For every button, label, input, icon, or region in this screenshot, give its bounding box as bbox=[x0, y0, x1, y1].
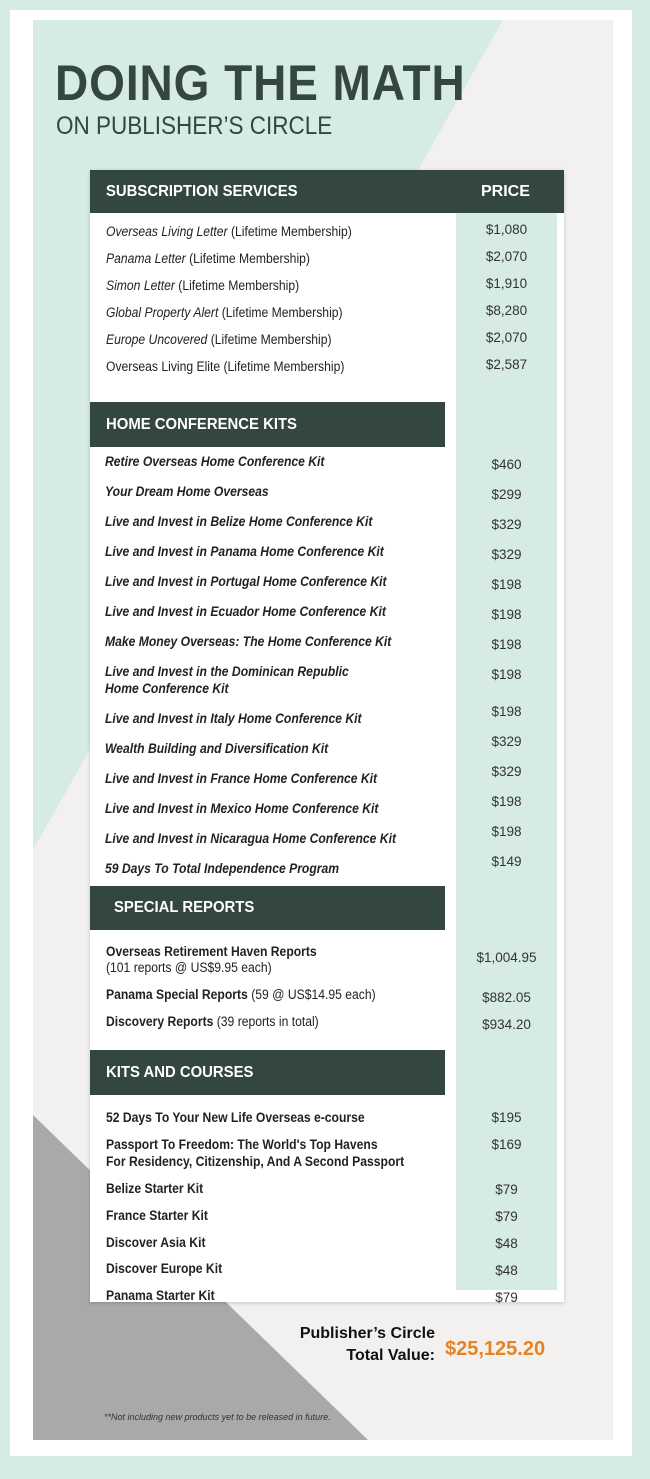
home-kit-price: $460 bbox=[491, 457, 522, 472]
infographic-panel bbox=[33, 20, 613, 1440]
special-report-price: $934.20 bbox=[482, 1017, 531, 1032]
kit-course-row: Panama Starter Kit bbox=[106, 1288, 215, 1303]
special-report-price: $1,004.95 bbox=[476, 950, 537, 965]
price-table-card bbox=[90, 170, 564, 1305]
kit-course-price: $79 bbox=[495, 1209, 518, 1224]
section-heading-kits-courses: KITS AND COURSES bbox=[90, 1050, 445, 1095]
home-kit-price: $149 bbox=[491, 854, 522, 869]
kit-course-price: $48 bbox=[495, 1236, 518, 1251]
home-kit-price: $198 bbox=[491, 794, 522, 809]
subscription-price: $2,070 bbox=[485, 249, 528, 264]
subscription-price: $1,910 bbox=[485, 276, 528, 291]
home-kit-row: Live and Invest in Italy Home Conference Kit bbox=[105, 711, 362, 726]
subscription-row: Europe Uncovered (Lifetime Membership) bbox=[106, 332, 332, 347]
total-label-line1: Publisher’s Circle bbox=[299, 1325, 435, 1342]
subscription-price: $1,080 bbox=[485, 222, 528, 237]
footnote: **Not including new products yet to be released in future. bbox=[104, 1412, 331, 1422]
kit-course-row: Discover Europe Kit bbox=[106, 1261, 223, 1276]
kit-course-price: $79 bbox=[495, 1182, 518, 1197]
home-kit-price: $329 bbox=[491, 547, 522, 562]
price-column-heading: PRICE bbox=[456, 170, 564, 213]
kit-course-price: $195 bbox=[491, 1110, 522, 1125]
total-label-line2: Total Value: bbox=[346, 1347, 435, 1364]
subscription-row: Global Property Alert (Lifetime Membership) bbox=[106, 305, 343, 320]
kit-course-price: $48 bbox=[495, 1263, 518, 1278]
home-kit-price: $198 bbox=[491, 824, 522, 839]
page-subtitle: ON PUBLISHER’S CIRCLE bbox=[56, 112, 333, 140]
kit-course-row: Passport To Freedom: The World's Top Havens bbox=[106, 1137, 378, 1152]
home-kit-row: Live and Invest in the Dominican Republic bbox=[105, 664, 349, 679]
subscription-row: Simon Letter (Lifetime Membership) bbox=[106, 278, 300, 293]
home-kit-row: Live and Invest in Portugal Home Conference Kit bbox=[105, 574, 387, 589]
home-kit-price: $198 bbox=[491, 637, 522, 652]
home-kit-row: Live and Invest in Belize Home Conference Kit bbox=[105, 514, 373, 529]
home-kit-row: Make Money Overseas: The Home Conference Kit bbox=[105, 634, 392, 649]
kit-course-price: $169 bbox=[491, 1137, 522, 1152]
section-heading-special-reports: SPECIAL REPORTS bbox=[90, 886, 445, 930]
price-column-background bbox=[456, 213, 557, 1290]
home-kit-row: Live and Invest in France Home Conference Kit bbox=[105, 771, 378, 786]
home-kit-row: Live and Invest in Panama Home Conference Kit bbox=[105, 544, 384, 559]
home-kit-price: $329 bbox=[491, 764, 522, 779]
kit-course-price: $79 bbox=[495, 1290, 518, 1305]
total-value: $25,125.20 bbox=[445, 1338, 546, 1360]
special-report-row-detail: (101 reports @ US$9.95 each) bbox=[106, 960, 272, 975]
home-kit-row: Live and Invest in Nicaragua Home Conference Kit bbox=[105, 831, 397, 846]
special-report-row: Panama Special Reports (59 @ US$14.95 each) bbox=[106, 987, 376, 1002]
kit-course-row-continued: For Residency, Citizenship, And A Second Passport bbox=[106, 1154, 405, 1169]
special-report-row: Discovery Reports (39 reports in total) bbox=[106, 1014, 319, 1029]
home-kit-row: Retire Overseas Home Conference Kit bbox=[105, 454, 325, 469]
section-heading-subscription: SUBSCRIPTION SERVICES bbox=[90, 170, 456, 213]
subscription-price: $8,280 bbox=[485, 303, 528, 318]
home-kit-price: $198 bbox=[491, 704, 522, 719]
subscription-price: $2,587 bbox=[485, 357, 528, 372]
home-kit-price: $198 bbox=[491, 577, 522, 592]
kit-course-row: France Starter Kit bbox=[106, 1208, 208, 1223]
kit-course-row: 52 Days To Your New Life Overseas e-course bbox=[106, 1110, 365, 1125]
home-kit-price: $329 bbox=[491, 734, 522, 749]
kit-course-row: Belize Starter Kit bbox=[106, 1181, 204, 1196]
kit-course-row: Discover Asia Kit bbox=[106, 1235, 206, 1250]
special-report-price: $882.05 bbox=[482, 990, 531, 1005]
home-kit-price: $299 bbox=[491, 487, 522, 502]
home-kit-row: 59 Days To Total Independence Program bbox=[105, 861, 340, 876]
home-kit-row-continued: Home Conference Kit bbox=[105, 681, 229, 696]
subscription-row: Overseas Living Letter (Lifetime Membership) bbox=[106, 224, 352, 239]
home-kit-price: $329 bbox=[491, 517, 522, 532]
home-kit-row: Live and Invest in Ecuador Home Conference Kit bbox=[105, 604, 386, 619]
subscription-price: $2,070 bbox=[485, 330, 528, 345]
section-heading-home-kits: HOME CONFERENCE KITS bbox=[90, 402, 445, 447]
home-kit-price: $198 bbox=[491, 607, 522, 622]
home-kit-row: Live and Invest in Mexico Home Conference Kit bbox=[105, 801, 379, 816]
home-kit-row: Your Dream Home Overseas bbox=[105, 484, 269, 499]
special-report-row: Overseas Retirement Haven Reports bbox=[106, 944, 317, 959]
page-title: DOING THE MATH bbox=[55, 55, 466, 111]
home-kit-row: Wealth Building and Diversification Kit bbox=[105, 741, 329, 756]
home-kit-price: $198 bbox=[491, 667, 522, 682]
subscription-row: Overseas Living Elite (Lifetime Membership) bbox=[106, 359, 345, 374]
subscription-row: Panama Letter (Lifetime Membership) bbox=[106, 251, 310, 266]
